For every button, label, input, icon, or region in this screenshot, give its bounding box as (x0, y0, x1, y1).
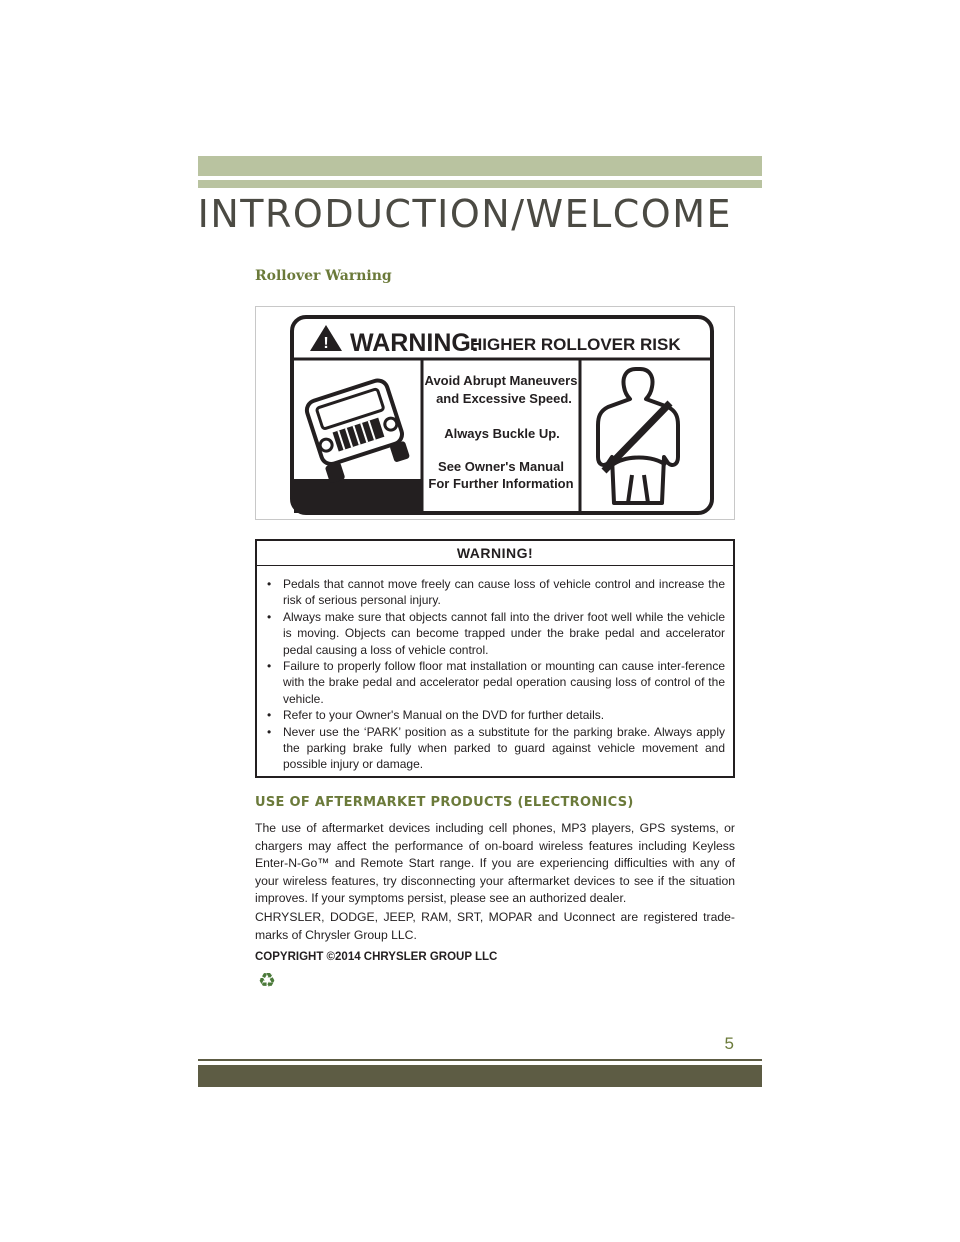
aftermarket-paragraph: The use of aftermarket devices including cell phones, MP3 players, GPS systems, or chargers may affect the performance of on-board wireless features including Keyless Enter-N-Go™ and Remote Start range. If you are experiencing difficulties with any of your wireless features, try disconnecting your aftermarket devices to see if the situation improves. If your symptoms persist, please see an authorized dealer. (255, 821, 735, 906)
label-title-rest: HIGHER ROLLOVER RISK (470, 335, 681, 354)
warning-box-heading: WARNING! (257, 541, 733, 566)
rollover-warning-label (255, 306, 735, 520)
label-title-warning: WARNING: (350, 329, 480, 357)
page-number: 5 (724, 1034, 734, 1053)
header-band-line (198, 180, 762, 188)
trademark-paragraph: CHRYSLER, DODGE, JEEP, RAM, SRT, MOPAR and Uconnect are registered trade-marks of Chrysler Group LLC. (255, 910, 735, 942)
rollover-label-graphic (256, 307, 734, 519)
label-line-2: and Excessive Speed. (436, 391, 572, 406)
label-line-4: See Owner's Manual (438, 459, 564, 474)
rollover-warning-heading: Rollover Warning (255, 268, 392, 284)
footer-band-line (198, 1059, 762, 1061)
warning-item: • Always make sure that objects cannot fall into the driver foot well while the vehicle is moving. Objects can become trapped under the brake pedal and accelerator pedal causing a loss of vehicle control. (267, 609, 725, 658)
warning-item: • Never use the ‘PARK’ position as a substitute for the parking brake. Always apply the parking brake fully when parked to guard against vehicle movement and possible injury or damage. (267, 724, 725, 773)
aftermarket-heading: USE OF AFTERMARKET PRODUCTS (ELECTRONICS) (255, 795, 634, 810)
header-band (198, 156, 762, 176)
footer-band (198, 1065, 762, 1087)
warning-box (255, 539, 735, 778)
label-line-5: For Further Information (428, 476, 574, 491)
svg-text:!: ! (323, 335, 329, 352)
label-line-1: Avoid Abrupt Maneuvers (424, 373, 578, 388)
warning-item: • Refer to your Owner's Manual on the DVD for further details. (267, 707, 725, 723)
warning-item: • Failure to properly follow floor mat installation or mounting can cause inter-ference with the brake pedal and accelerator pedal operation causing loss of control of the vehicle. (267, 658, 725, 707)
warning-item: • Pedals that cannot move freely can cause loss of vehicle control and increase the risk of serious personal injury. (267, 576, 725, 609)
section-title: INTRODUCTION/WELCOME (197, 192, 732, 236)
warning-list (257, 566, 733, 773)
label-line-3: Always Buckle Up. (444, 426, 560, 441)
recycle-icon: ♻ (258, 970, 276, 992)
copyright-notice: COPYRIGHT ©2014 CHRYSLER GROUP LLC (255, 951, 498, 963)
